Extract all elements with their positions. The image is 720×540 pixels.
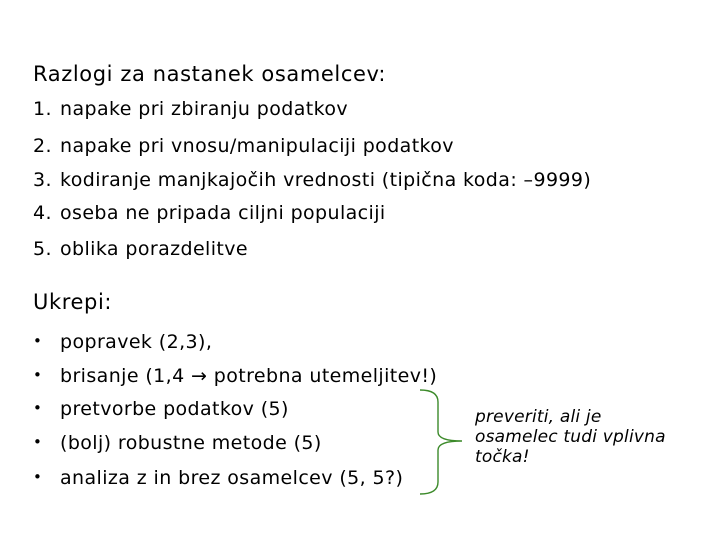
measure-text: pretvorbe podatkov (5) xyxy=(60,398,289,420)
bullet: • xyxy=(33,433,43,451)
reason-number: 1. xyxy=(33,98,52,120)
measure-text: (bolj) robustne metode (5) xyxy=(60,432,322,454)
bullet: • xyxy=(33,332,43,350)
reason-number: 3. xyxy=(33,169,52,191)
measure-item xyxy=(33,432,322,454)
measure-item xyxy=(33,365,437,387)
reasons-heading: Razlogi za nastanek osamelcev: xyxy=(33,62,387,86)
measure-text: analiza z in brez osamelcev (5, 5?) xyxy=(60,467,404,489)
measure-item xyxy=(33,331,212,353)
reason-number: 2. xyxy=(33,135,52,157)
reason-text: oblika porazdelitve xyxy=(60,238,248,260)
note-line: točka! xyxy=(475,447,530,467)
reason-item xyxy=(33,169,591,191)
reason-text: napake pri vnosu/manipulaciji podatkov xyxy=(60,135,454,157)
reason-item xyxy=(33,98,348,120)
measure-text: popravek (2,3), xyxy=(60,331,213,353)
measures-heading: Ukrepi: xyxy=(33,290,113,314)
reason-number: 4. xyxy=(33,202,52,224)
bullet: • xyxy=(33,366,43,384)
measure-text: brisanje (1,4 → potrebna utemeljitev!) xyxy=(60,365,438,387)
bullet: • xyxy=(33,399,43,417)
reason-item xyxy=(33,202,386,224)
reason-item xyxy=(33,238,248,260)
measure-item xyxy=(33,467,403,489)
reason-item xyxy=(33,135,454,157)
bullet: • xyxy=(33,468,43,486)
reason-text: kodiranje manjkajočih vrednosti (tipična koda: –9999) xyxy=(60,169,592,191)
annotation-note xyxy=(475,407,666,467)
note-line: osamelec tudi vplivna xyxy=(475,427,666,447)
reason-text: oseba ne pripada ciljni populaciji xyxy=(60,202,386,224)
measure-item xyxy=(33,398,289,420)
reason-text: napake pri zbiranju podatkov xyxy=(60,98,349,120)
reason-number: 5. xyxy=(33,238,52,260)
curly-brace-icon xyxy=(418,388,468,496)
note-line: preveriti, ali je xyxy=(475,407,602,427)
